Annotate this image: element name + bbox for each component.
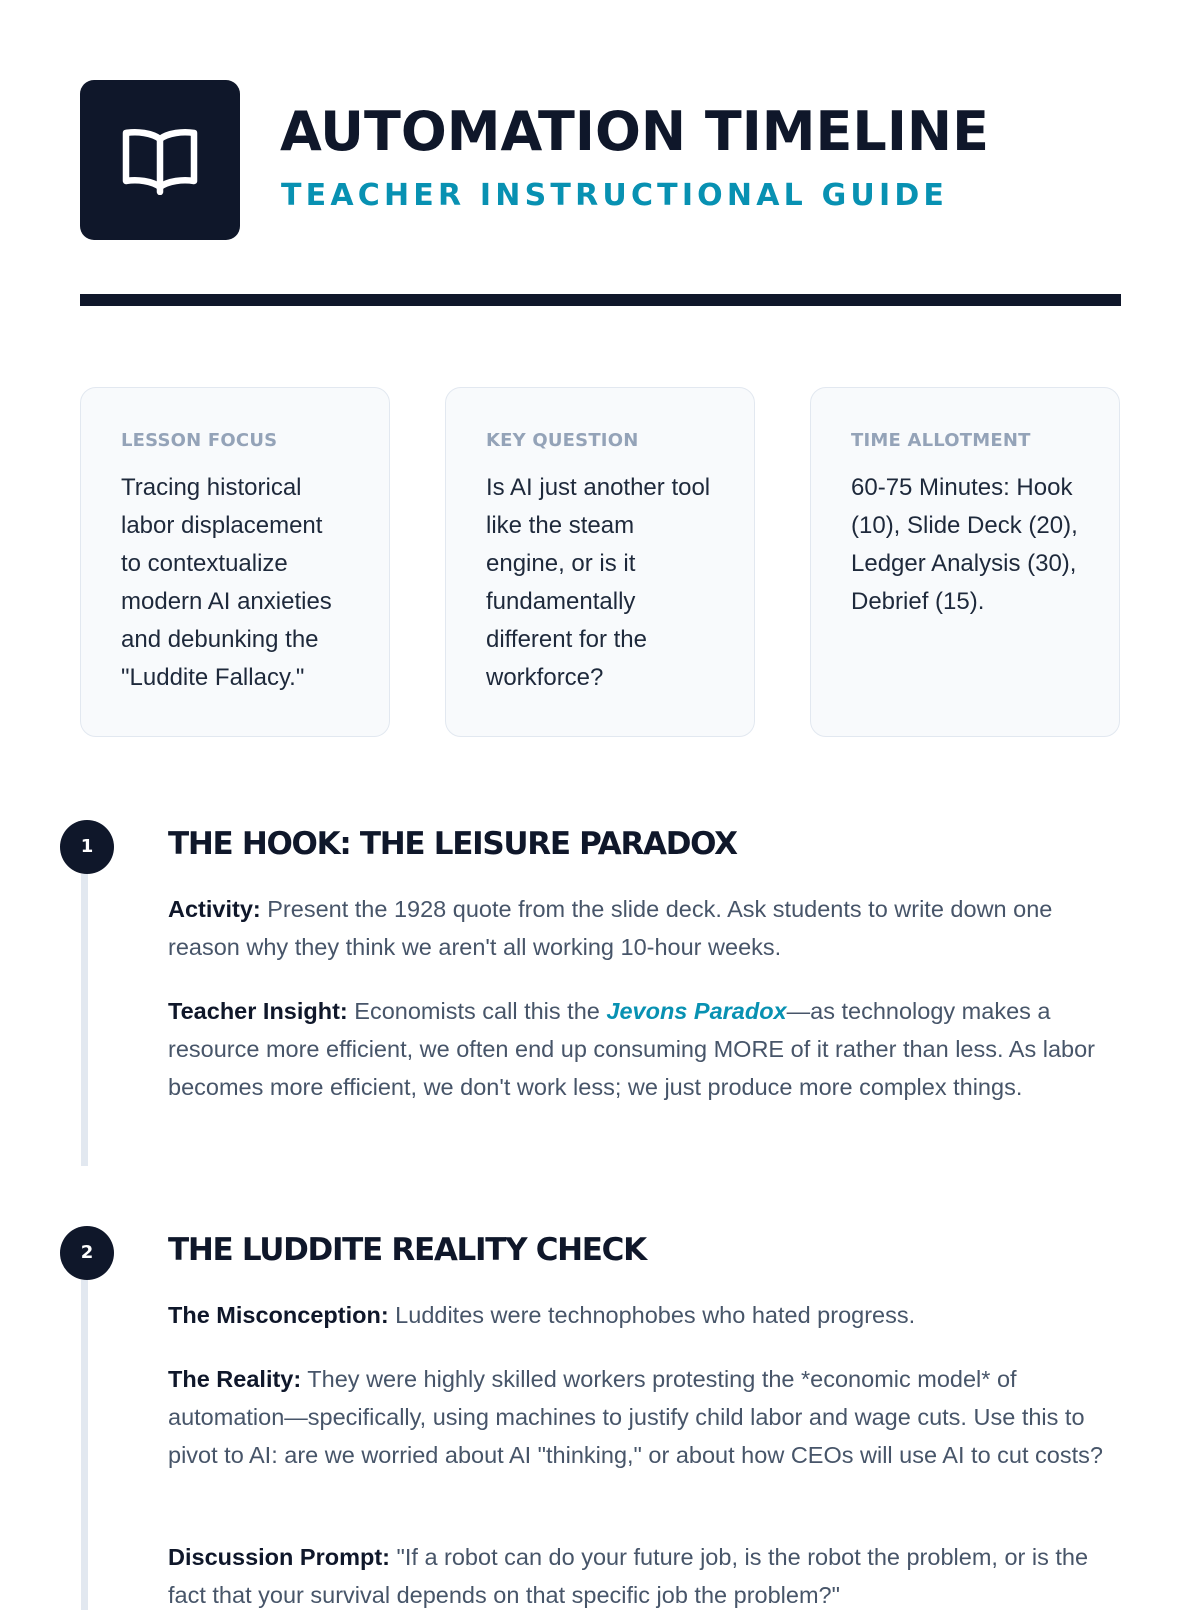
paragraph-label: Teacher Insight: [168, 998, 348, 1024]
teacher-insight-paragraph [168, 992, 1108, 1106]
timeline-line [81, 874, 88, 1166]
card-label: TIME ALLOTMENT [851, 430, 1031, 451]
activity-paragraph [168, 890, 1108, 966]
info-cards [80, 387, 1121, 739]
highlighted-term: Jevons Paradox [606, 998, 787, 1024]
card-text: Is AI just another tool like the steam engine, or is it fundamentally different for the workforce? [486, 474, 711, 691]
discussion-prompt-paragraph [168, 1538, 1108, 1614]
card-text: 60-75 Minutes: Hook (10), Slide Deck (20), Ledger Analysis (30), Debrief (15). [851, 474, 1078, 615]
timeline-line [81, 1280, 88, 1610]
paragraph-text: —as technology makes a resource more efficient, we often end up consuming MORE of it rather than less. As labor becomes more efficient, we don't work less; we just produce more complex things. [168, 998, 1095, 1100]
paragraph-label: The Misconception: [168, 1302, 389, 1328]
page-title: AUTOMATION TIMELINE [280, 100, 990, 163]
page-subtitle: TEACHER INSTRUCTIONAL GUIDE [281, 178, 949, 213]
paragraph-text: "If a robot can do your future job, is the robot the problem, or is the fact that your survival depends on that specific job the problem?" [168, 1544, 1089, 1608]
step-number-badge: 1 [60, 820, 114, 874]
reality-paragraph [168, 1360, 1108, 1474]
open-book-icon [121, 125, 199, 195]
card-label: KEY QUESTION [486, 430, 639, 451]
section-title: THE LUDDITE REALITY CHECK [168, 1232, 646, 1268]
paragraph-text: Present the 1928 quote from the slide deck. Ask students to write down one reason why they think we aren't all working 10-hour weeks. [168, 896, 1053, 960]
step-number-badge: 2 [60, 1226, 114, 1280]
section-title: THE HOOK: THE LEISURE PARADOX [168, 826, 737, 862]
card-text: Tracing historical labor displacement to contextualize modern AI anxieties and debunking the "Luddite Fallacy." [121, 474, 332, 691]
paragraph-label: Discussion Prompt: [168, 1544, 390, 1570]
key-question-card [445, 387, 755, 737]
lesson-focus-card [80, 387, 390, 737]
card-label: LESSON FOCUS [121, 430, 278, 451]
paragraph-text: They were highly skilled workers protesting the *economic model* of automation—specifically, using machines to justify child labor and wage cuts. Use this to pivot to AI: are we worried about AI "thinking," or about how CEOs will use AI to cut costs? [168, 1366, 1103, 1468]
header-divider [80, 294, 1121, 306]
paragraph-text: Luddites were technophobes who hated progress. [388, 1302, 916, 1328]
paragraph-text: Economists call this the [347, 998, 607, 1024]
misconception-paragraph [168, 1296, 1108, 1334]
paragraph-label: Activity: [168, 896, 261, 922]
paragraph-label: The Reality: [168, 1366, 302, 1392]
page-header [80, 80, 1121, 240]
time-allotment-card [810, 387, 1120, 737]
logo-badge [80, 80, 240, 240]
